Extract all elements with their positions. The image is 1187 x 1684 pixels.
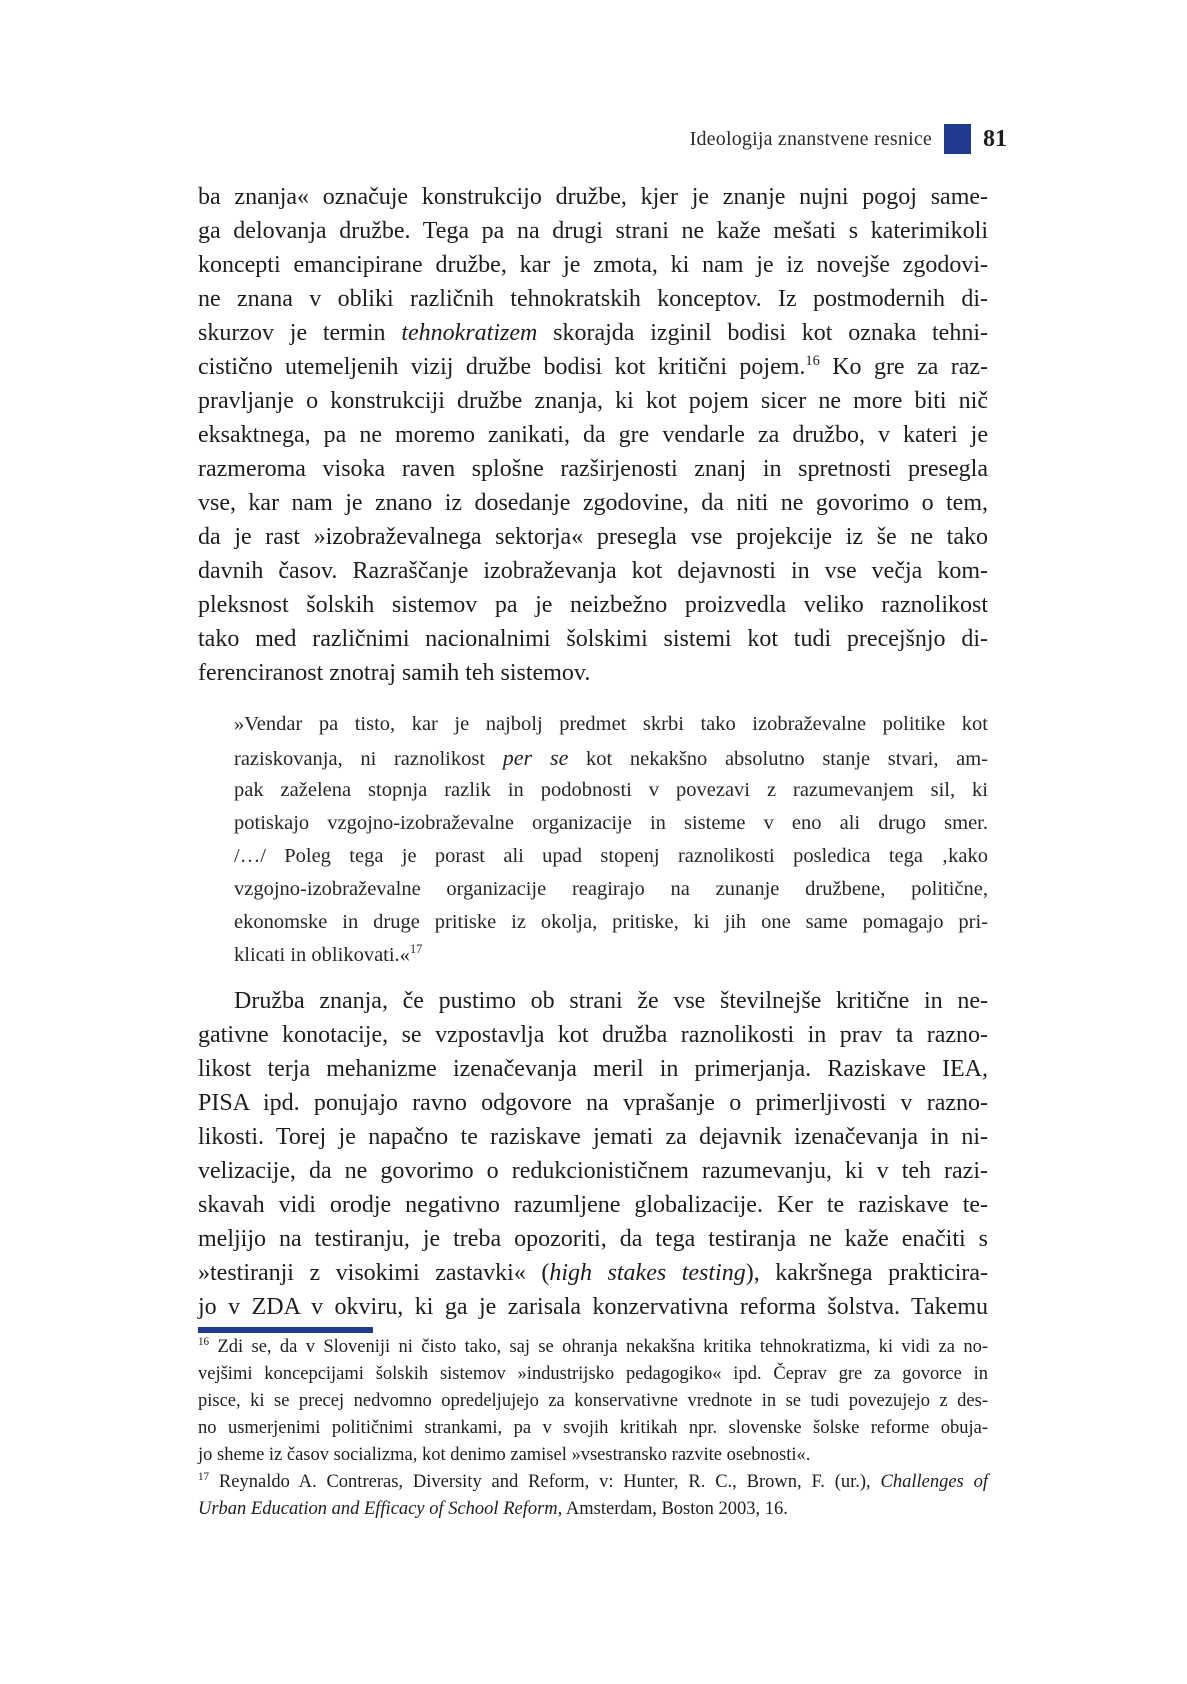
text-segment: Zdi se, da v Sloveniji ni čisto tako, saj se ohranja nekakšna kritika tehnokratizma, ki vidi za no-: [209, 1337, 988, 1357]
text-line: eksaktnega, pa ne moremo zanikati, da gre vendarle za družbo, v kateri je: [198, 422, 988, 448]
footnote-ref-17[interactable]: 17: [409, 942, 423, 957]
footnote-ref-16[interactable]: 16: [805, 353, 820, 369]
text-line: da je rast »izobraževalnega sektorja« presegla vse projekcije iz še ne tako: [198, 524, 988, 550]
text-line: [198, 316, 988, 350]
italic-term: tehnokratizem: [401, 320, 538, 346]
text-segment: Ko gre za raz-: [819, 354, 988, 380]
text-line: davnih časov. Razraščanje izobraževanja kot dejavnosti in vse večja kom-: [198, 558, 988, 584]
text-line: pleksnost šolskih sistemov pa je neizbežno proizvedla veliko raznolikost: [198, 592, 988, 618]
text-line: meljijo na testiranju, je treba opozoriti, da tega testiranja ne kaže enačiti s: [198, 1226, 988, 1252]
quote-line: /…/ Poleg tega je porast ali upad stopenj raznolikosti posledica tega ‚kako: [234, 845, 988, 867]
text-line: razmeroma visoka raven splošne razširjenosti znanj in spretnosti presegla: [198, 456, 988, 482]
italic-term: high stakes testing: [549, 1260, 746, 1286]
quote-line: potiskajo vzgojno-izobraževalne organizacije in sisteme v eno ali drugo smer.: [234, 812, 988, 834]
footnote-16-line: [198, 1334, 988, 1361]
footnote-16-line: no usmerjenimi političnimi strankami, pa v svojih kritikah npr. slovenske šolske reforme obuja-: [198, 1418, 988, 1438]
text-segment: kot nekakšno absolutno stanje stvari, am-: [568, 748, 988, 770]
text-line: ga delovanja družbe. Tega pa na drugi strani ne kaže mešati s katerimikoli: [198, 218, 988, 244]
footnote-number-16: 16: [198, 1335, 210, 1348]
block-quote: [234, 708, 988, 972]
quote-line: vzgojno-izobraževalne organizacije reagirajo na zunanje družbene, politične,: [234, 878, 988, 900]
italic-term: per se: [502, 745, 569, 770]
text-line: pravljanje o konstrukciji družbe znanja, ki kot pojem sicer ne more biti nič: [198, 388, 988, 414]
text-line: koncepti emancipirane družbe, kar je zmota, ki nam je iz novejše zgodovi-: [198, 252, 988, 278]
text-line: velizacije, da ne govorimo o redukcionističnem razumevanju, ki v teh razi-: [198, 1158, 988, 1184]
header-accent-square: [944, 124, 971, 154]
text-line: likosti. Torej je napačno te raziskave jemati za dejavnik izenačevanja in ni-: [198, 1124, 988, 1150]
text-line: gativne konotacije, se vzpostavlja kot družba raznolikosti in prav ta razno-: [198, 1022, 988, 1048]
text-line: skavah vidi orodje negativno razumljene globalizacije. Ker te raziskave te-: [198, 1192, 988, 1218]
quote-line: [234, 939, 988, 972]
text-line: [198, 1256, 988, 1290]
text-line: tako med različnimi nacionalnimi šolskimi sistemi kot tudi precejšnjo di-: [198, 626, 988, 652]
text-line: ba znanja« označuje konstrukcijo družbe, kjer je znanje nujni pogoj same-: [198, 184, 988, 210]
text-segment: raziskovanja, ni raznolikost: [234, 748, 503, 770]
text-segment: skorajda izginil bodisi kot oznaka tehni-: [537, 320, 988, 346]
footnote-number-17: 17: [198, 1470, 210, 1483]
text-segment: skurzov je termin: [198, 320, 402, 346]
text-line: ne znana v obliki različnih tehnokratskih konceptov. Iz postmodernih di-: [198, 286, 988, 312]
footnote-16-line: vejšimi koncepcijami šolskih sistemov »industrijsko pedagogiko« ipd. Čeprav gre za govorce in: [198, 1364, 988, 1384]
text-line: jo v ZDA v okviru, ki ga je zarisala konzervativna reforma šolstva. Takemu: [198, 1294, 988, 1320]
italic-title: Urban Education and Efficacy of School Reform: [198, 1499, 558, 1519]
italic-title: Challenges of: [880, 1472, 988, 1492]
footnote-separator: [198, 1327, 373, 1333]
footnote-16-line: jo sheme iz časov socializma, kot denimo zamisel »vsestransko razvite osebnosti«.: [198, 1445, 811, 1465]
text-line: likost terja mehanizme izenačevanja meril in primerjanja. Raziskave IEA,: [198, 1056, 988, 1082]
footnote-17-line: [198, 1496, 988, 1523]
text-segment: ), kakršnega prakticira-: [745, 1260, 988, 1286]
footnote-17-line: [198, 1469, 988, 1496]
text-line: PISA ipd. ponujajo ravno odgovore na vprašanje o primerljivosti v razno-: [198, 1090, 988, 1116]
running-header: [690, 122, 1007, 156]
text-line: ferenciranost znotraj samih teh sistemov.: [198, 660, 591, 686]
running-title: Ideologija znanstvene resnice: [689, 127, 932, 150]
text-segment: Reynaldo A. Contreras, Diversity and Reform, v: Hunter, R. C., Brown, F. (ur.),: [209, 1472, 881, 1492]
text-segment: klicati in oblikovati.«: [234, 944, 410, 966]
quote-line: pak zaželena stopnja razlik in podobnosti v povezavi z razumevanjem sil, ki: [234, 779, 988, 801]
text-line: vse, kar nam je znano iz dosedanje zgodovine, da niti ne govorimo o tem,: [198, 490, 988, 516]
quote-line: »Vendar pa tisto, kar je najbolj predmet skrbi tako izobraževalne politike kot: [234, 713, 988, 735]
footnotes: [198, 1334, 988, 1523]
text-segment: , Amsterdam, Boston 2003, 16.: [557, 1499, 788, 1519]
quote-line: [234, 741, 988, 774]
text-segment: cistično utemeljenih vizij družbe bodisi kot kritični pojem.: [198, 354, 806, 380]
page-number: 81: [983, 125, 1007, 152]
text-line: Družba znanja, če pustimo ob strani že vse številnejše kritične in ne-: [234, 988, 988, 1014]
footnote-16-line: pisce, ki se precej nedvomno opredeljujejo za konservativne vrednote in se tudi povezujejo z des-: [198, 1391, 988, 1411]
text-line: [198, 350, 988, 384]
body-paragraph-2: [198, 984, 988, 1324]
quote-line: ekonomske in druge pritiske iz okolja, pritiske, ki jih one same pomagajo pri-: [234, 911, 988, 933]
text-segment: »testiranji z visokimi zastavki« (: [198, 1260, 550, 1286]
body-paragraph-1: [198, 180, 988, 690]
